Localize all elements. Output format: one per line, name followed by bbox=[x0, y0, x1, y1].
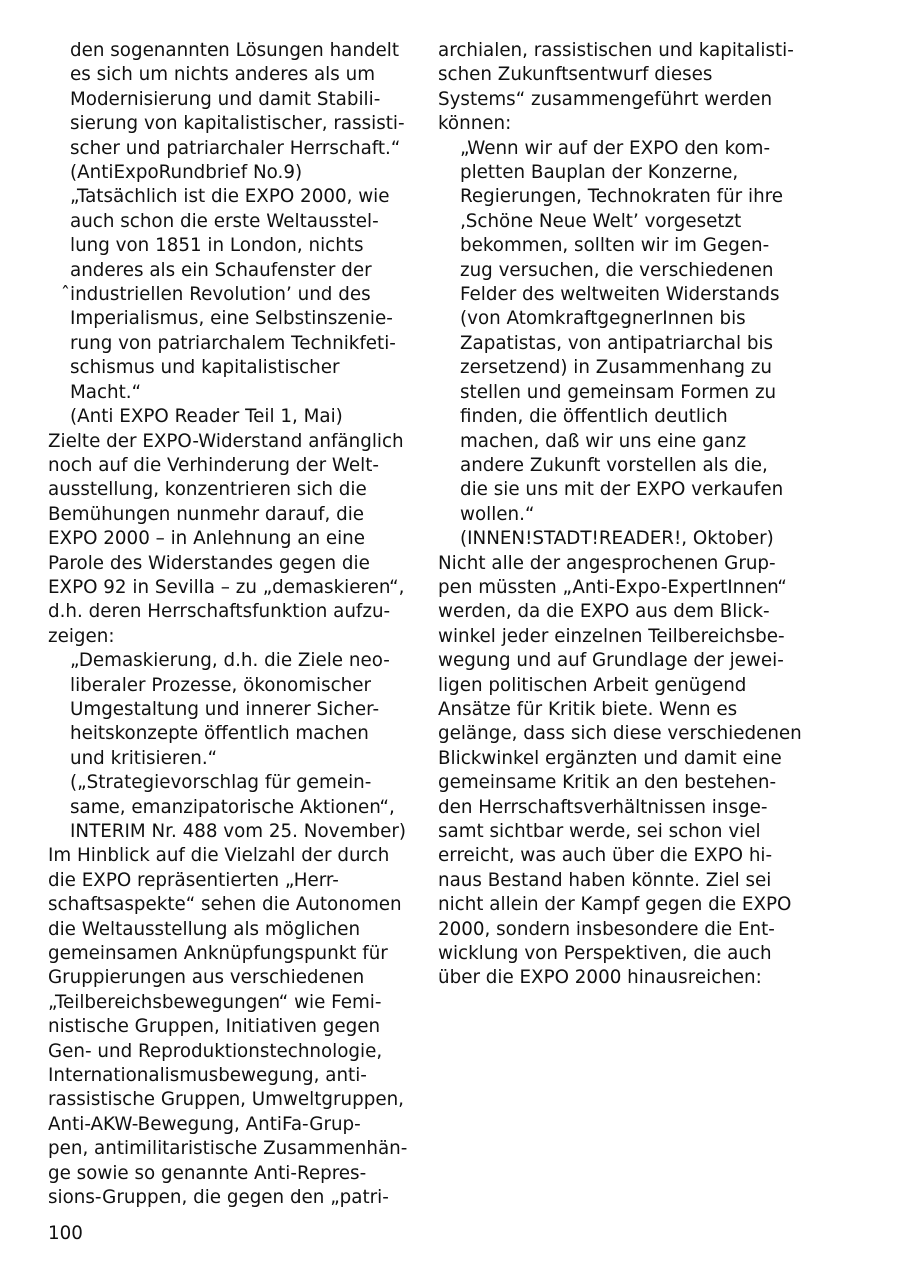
text-line: den sogenannten Lösungen handelt bbox=[70, 40, 400, 61]
text-line: es sich um nichts anderes als um bbox=[70, 64, 375, 86]
text-line: werden, da die EXPO aus dem Blick- bbox=[438, 601, 770, 623]
text-line: wicklung von Perspektiven, die auch bbox=[438, 943, 772, 965]
text-line: scher und patriarchaler Herrschaft.“ bbox=[70, 137, 401, 159]
text-line: (INNEN!STADT!READER!, Oktober) bbox=[460, 528, 774, 550]
text-line: Internationalismusbewegung, anti- bbox=[48, 1065, 367, 1087]
text-line: Modernisierung und damit Stabili- bbox=[70, 88, 381, 110]
text-line: noch auf die Verhinderung der Welt- bbox=[48, 454, 380, 476]
text-line: (von AtomkraftgegnerInnen bis bbox=[460, 308, 746, 330]
text-line: d.h. deren Herrschaftsfunktion aufzu- bbox=[48, 601, 391, 623]
text-line: „Tatsächlich ist die EXPO 2000, wie bbox=[70, 186, 390, 208]
text-line: zug versuchen, die verschiedenen bbox=[460, 259, 774, 281]
text-line: wollen.“ bbox=[460, 503, 535, 525]
text-line: EXPO 2000 – in Anlehnung an eine bbox=[48, 528, 366, 550]
text-line: 2000, sondern insbesondere die Ent- bbox=[438, 918, 775, 940]
text-line: rassistische Gruppen, Umweltgruppen, bbox=[48, 1089, 404, 1111]
text-line: gemeinsame Kritik an den bestehen- bbox=[438, 772, 777, 794]
text-line: Regierungen, Technokraten für ihre bbox=[460, 186, 784, 208]
text-line: Im Hinblick auf die Vielzahl der durch bbox=[48, 845, 390, 867]
text-line: rung von patriarchalem Technikfeti- bbox=[70, 332, 396, 354]
left-column bbox=[48, 39, 408, 1211]
text-line: können: bbox=[438, 113, 512, 135]
text-line: same, emanzipatorische Aktionen“, bbox=[70, 796, 395, 818]
text-line: Umgestaltung und innerer Sicher- bbox=[70, 698, 380, 720]
text-line: Gen- und Reproduktionstechnologie, bbox=[48, 1040, 383, 1062]
text-line: (AntiExpoRundbrief No.9) bbox=[70, 162, 303, 184]
text-line: andere Zukunft vorstellen als die, bbox=[460, 454, 768, 476]
text-line: Zapatistas, von antipatriarchal bis bbox=[460, 332, 774, 354]
text-line: nicht allein der Kampf gegen die EXPO bbox=[438, 894, 792, 916]
text-line: ge sowie so genannte Anti-Repres- bbox=[48, 1162, 367, 1184]
text-line: „Teilbereichsbewegungen“ wie Femi- bbox=[48, 991, 382, 1013]
text-line: naus Bestand haben könnte. Ziel sei bbox=[438, 869, 772, 891]
text-line: zersetzend) in Zusammenhang zu bbox=[460, 357, 773, 379]
text-line: „Wenn wir auf der EXPO den kom- bbox=[460, 137, 771, 159]
text-line: erreicht, was auch über die EXPO hi- bbox=[438, 845, 773, 867]
text-line: Gruppierungen aus verschiedenen bbox=[48, 967, 365, 989]
text-line: Anti-AKW-Bewegung, AntiFa-Grup- bbox=[48, 1113, 361, 1135]
text-line: samt sichtbar werde, sei schon viel bbox=[438, 821, 761, 842]
text-line: pen müssten „Anti-Expo-ExpertInnen“ bbox=[438, 576, 787, 598]
text-line: anderes als ein Schaufenster der bbox=[70, 259, 372, 281]
text-line: ligen politischen Arbeit genügend bbox=[438, 674, 747, 696]
text-line: sions-Gruppen, die gegen den „patri- bbox=[48, 1187, 389, 1209]
text-line: INTERIM Nr. 488 vom 25. November) bbox=[70, 821, 407, 842]
text-line: ‚Schöne Neue Welt’ vorgesetzt bbox=[460, 210, 742, 232]
text-line: gemeinsamen Anknüpfungspunkt für bbox=[48, 943, 388, 965]
text-line: Zielte der EXPO-Widerstand anfänglich bbox=[48, 430, 404, 452]
page-number: 100 bbox=[48, 1223, 83, 1244]
text-line: Imperialismus, eine Selbstinszenie- bbox=[70, 308, 393, 330]
text-line: Parole des Widerstandes gegen die bbox=[48, 552, 370, 574]
text-line: „Demaskierung, d.h. die Ziele neo- bbox=[70, 650, 390, 672]
text-line: pletten Bauplan der Konzerne, bbox=[460, 162, 739, 184]
text-line: sierung von kapitalistischer, rassisti- bbox=[70, 113, 405, 135]
text-line: finden, die öffentlich deutlich bbox=[460, 406, 728, 428]
text-line: zeigen: bbox=[48, 625, 115, 647]
text-line: schaftsaspekte“ sehen die Autonomen bbox=[48, 894, 402, 916]
text-line: („Strategievorschlag für gemein- bbox=[70, 772, 372, 794]
text-line: (Anti EXPO Reader Teil 1, Mai) bbox=[70, 406, 343, 428]
text-line: ̂industriellen Revolution’ und des bbox=[70, 284, 371, 306]
text-line: Bemühungen nunmehr darauf, die bbox=[48, 503, 365, 525]
text-line: machen, daß wir uns eine ganz bbox=[460, 430, 747, 452]
text-line: Nicht alle der angesprochenen Grup- bbox=[438, 552, 776, 574]
text-line: die Weltausstellung als möglichen bbox=[48, 918, 361, 940]
text-line: schen Zukunftsentwurf dieses bbox=[438, 64, 713, 86]
text-line: archialen, rassistischen und kapitalisti- bbox=[438, 40, 794, 61]
text-line: nistische Gruppen, Initiativen gegen bbox=[48, 1016, 381, 1038]
text-line: Macht.“ bbox=[70, 381, 142, 403]
text-line: Blickwinkel ergänzten und damit eine bbox=[438, 747, 782, 769]
text-line: über die EXPO 2000 hinausreichen: bbox=[438, 967, 762, 989]
text-line: die EXPO repräsentierten „Herr- bbox=[48, 869, 339, 891]
text-line: EXPO 92 in Sevilla – zu „demaskieren“, bbox=[48, 576, 405, 598]
text-line: gelänge, dass sich diese verschiedenen bbox=[438, 723, 802, 745]
text-line: winkel jeder einzelnen Teilbereichsbe- bbox=[438, 625, 785, 647]
right-column bbox=[438, 39, 800, 991]
text-line: liberaler Prozesse, ökonomischer bbox=[70, 674, 372, 696]
text-line: stellen und gemeinsam Formen zu bbox=[460, 381, 777, 403]
text-line: lung von 1851 in London, nichts bbox=[70, 235, 364, 257]
text-line: bekommen, sollten wir im Gegen- bbox=[460, 235, 770, 257]
text-line: ausstellung, konzentrieren sich die bbox=[48, 479, 367, 501]
text-line: Systems“ zusammengeführt werden bbox=[438, 88, 773, 110]
text-line: die sie uns mit der EXPO verkaufen bbox=[460, 479, 784, 501]
text-line: schismus und kapitalistischer bbox=[70, 357, 340, 379]
text-line: Felder des weltweiten Widerstands bbox=[460, 284, 780, 306]
text-line: pen, antimilitaristische Zusammenhän- bbox=[48, 1138, 408, 1160]
text-line: und kritisieren.“ bbox=[70, 747, 218, 769]
text-line: den Herrschaftsverhältnissen insge- bbox=[438, 796, 768, 818]
text-line: Ansätze für Kritik biete. Wenn es bbox=[438, 698, 738, 720]
text-line: auch schon die erste Weltausstel- bbox=[70, 210, 379, 232]
text-line: wegung und auf Grundlage der jewei- bbox=[438, 650, 784, 672]
text-line: heitskonzepte öffentlich machen bbox=[70, 723, 369, 745]
